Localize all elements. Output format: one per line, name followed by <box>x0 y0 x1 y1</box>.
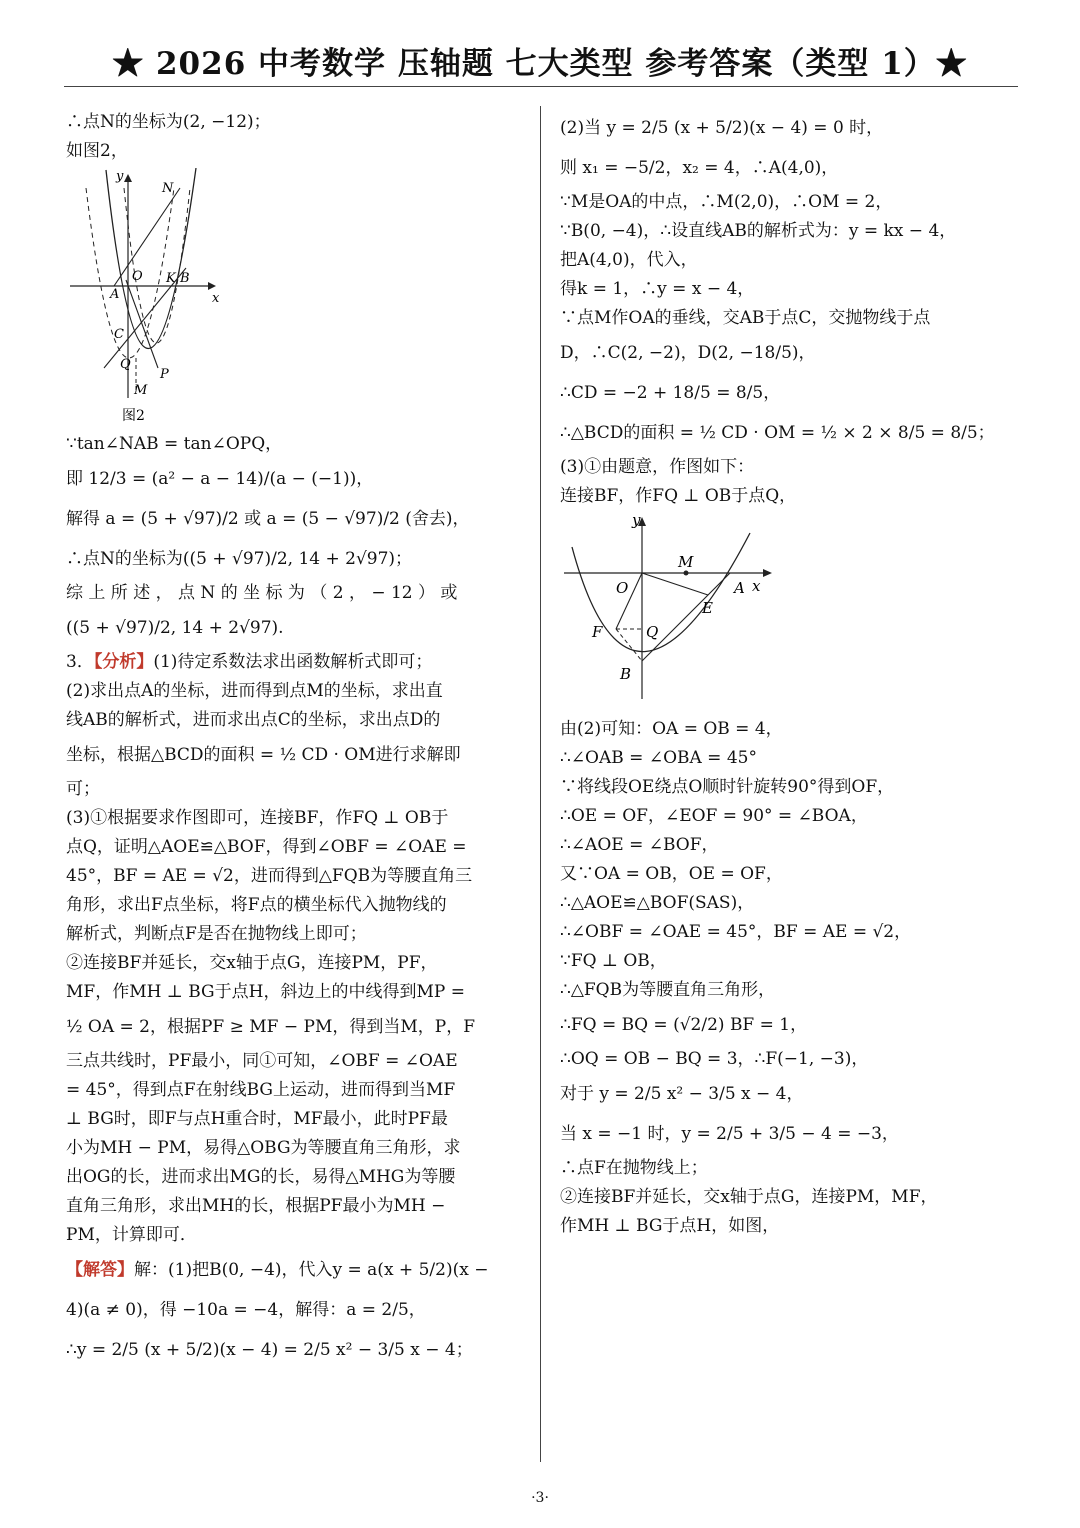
x-axis-arrow <box>763 569 772 577</box>
header-divider <box>64 86 1018 87</box>
text-line: (3)①由题意，作图如下： <box>560 457 755 477</box>
analysis-heading-line <box>66 648 524 677</box>
right-column <box>560 108 1022 1241</box>
text-line: 三点共线时，PF最小，同①可知，∠OBF = ∠OAE <box>66 1051 458 1071</box>
label-C: C <box>114 327 124 342</box>
text-line: ∵FQ ⊥ OB， <box>560 951 667 971</box>
text-line: ∴OE = OF，∠EOF = 90° = ∠BOA， <box>560 806 868 826</box>
text-line: ∴FQ = BQ = (√2/2) BF = 1， <box>560 1015 808 1035</box>
text-line: 如图2， <box>66 141 128 161</box>
text-line: ∴∠OBF = ∠OAE = 45°，BF = AE = √2， <box>560 922 912 942</box>
text-line: ∴△FQB为等腰直角三角形， <box>560 980 776 1000</box>
label-y: y <box>632 513 641 529</box>
analysis-tag: 【分析】 <box>93 652 154 672</box>
label-M: M <box>134 383 148 398</box>
text-line: 得k = 1，∴y = x − 4， <box>560 279 755 299</box>
label-x: x <box>752 577 761 595</box>
text-line: 对于 y = 2/5 x² − 3/5 x − 4， <box>560 1084 804 1104</box>
solution-tag: 【解答】 <box>66 1260 134 1280</box>
parabola <box>106 168 196 349</box>
text-line: (2)当 y = 2/5 (x + 5/2)(x − 4) = 0 时， <box>560 118 884 138</box>
text-line: ∴△AOE≌△BOF(SAS)， <box>560 893 755 913</box>
text-line: 即 12/3 = (a² − a − 14)/(a − (−1))， <box>66 469 374 489</box>
problem-number: 3． <box>66 652 94 672</box>
text-line: 可； <box>66 779 100 799</box>
text-line: ∵B(0, −4)，∴设直线AB的解析式为：y = kx − 4， <box>560 221 957 241</box>
parabola-dashed-2 <box>124 188 190 343</box>
label-Q: Q <box>646 623 659 641</box>
label-Q: Q <box>120 357 131 372</box>
parabola-dashed-1 <box>86 188 174 358</box>
text-line: 又∵OA = OB，OE = OF， <box>560 864 783 884</box>
text-line: 连接BF，作FQ ⊥ OB于点Q， <box>560 486 797 506</box>
text-line: 4)(a ≠ 0)，得 −10a = −4，解得：a = 2/5， <box>66 1300 426 1320</box>
label-x: x <box>212 291 220 306</box>
segment-AB <box>642 573 730 661</box>
label-y: y <box>116 169 124 184</box>
text-line: 点Q，证明△AOE≌△BOF，得到∠OBF = ∠OAE = <box>66 837 467 857</box>
text-line: 45°，BF = AE = √2，进而得到△FQB为等腰直角三 <box>66 866 473 886</box>
text-line: ∴OQ = OB − BQ = 3，∴F(−1, −3)， <box>560 1049 869 1069</box>
figure-caption: 图2 <box>122 408 145 424</box>
label-A: A <box>110 287 120 302</box>
page-title: ★ 2026 中考数学 压轴题 七大类型 参考答案（类型 1）★ <box>112 46 968 82</box>
text-line: ∴△BCD的面积 = ½ CD · OM = ½ × 2 × 8/5 = 8/5； <box>560 423 995 443</box>
text-line: ½ OA = 2，根据PF ≥ MF − PM，得到当M，P，F <box>66 1017 475 1037</box>
label-N: N <box>162 181 174 196</box>
text-line: 由(2)可知：OA = OB = 4， <box>560 719 783 739</box>
text-line: 直角三角形，求出MH的长，根据PF最小为MH − <box>66 1196 446 1216</box>
point-M <box>684 571 689 576</box>
solution-text: 解：(1)把B(0, −4)，代入y = a(x + 5/2)(x − <box>134 1260 489 1280</box>
label-K: K <box>166 271 176 286</box>
segment-FB <box>616 629 642 661</box>
label-F: F <box>592 623 603 641</box>
text-line: 出OG的长，进而求出MG的长，易得△MHG为等腰 <box>66 1167 456 1187</box>
solution-heading-line <box>66 1250 524 1290</box>
text-line: (3)①根据要求作图即可，连接BF，作FQ ⊥ OB于 <box>66 808 449 828</box>
text-line: 解析式，判断点F是否在抛物线上即可； <box>66 924 367 944</box>
analysis-text: (1)待定系数法求出函数解析式即可； <box>153 652 433 672</box>
text-line: 小为MH − PM，易得△OBG为等腰直角三角形，求 <box>66 1138 461 1158</box>
text-line: = 45°，得到点F在射线BG上运动，进而得到当MF <box>66 1080 456 1100</box>
label-E: E <box>702 599 713 617</box>
column-divider <box>540 106 541 1462</box>
text-line: ⊥ BG时，即F与点H重合时，MF最小，此时PF最 <box>66 1109 448 1129</box>
text-line: 解得 a = (5 + √97)/2 或 a = (5 − √97)/2 (舍去)， <box>66 509 470 529</box>
label-O: O <box>132 269 143 284</box>
text-line: D，∴C(2, −2)，D(2, −18/5)， <box>560 343 816 363</box>
text-line: ②连接BF并延长，交x轴于点G，连接PM，PF， <box>66 953 438 973</box>
text-line: 角形，求出F点坐标，将F点的横坐标代入抛物线的 <box>66 895 447 915</box>
text-line: 坐标，根据△BCD的面积 = ½ CD · OM进行求解即 <box>66 745 461 765</box>
text-line: ∴y = 2/5 (x + 5/2)(x − 4) = 2/5 x² − 3/5 x − 4； <box>66 1340 473 1360</box>
text-line: ((5 + √97)/2, 14 + 2√97). <box>66 618 284 638</box>
text-line: ∴∠OAB = ∠OBA = 45° <box>560 748 757 768</box>
text-line: 综 上 所 述 ， 点 N 的 坐 标 为 （ 2 ， − 12 ） 或 <box>66 583 458 603</box>
label-P: P <box>160 367 169 382</box>
label-M: M <box>678 553 694 571</box>
figure-2 <box>66 168 236 428</box>
text-line: ∴点N的坐标为(2, −12)； <box>66 112 271 132</box>
line-OP <box>126 280 158 368</box>
text-line: ∴CD = −2 + 18/5 = 8/5， <box>560 383 781 403</box>
text-line: ∴∠AOE = ∠BOF， <box>560 835 719 855</box>
x-axis-arrow <box>208 282 216 290</box>
text-line: ∵将线段OE绕点O顺时针旋转90°得到OF， <box>560 777 895 797</box>
page-number: ·3· <box>531 1490 549 1506</box>
text-line: PM，计算即可． <box>66 1225 197 1245</box>
left-column <box>66 108 524 1370</box>
text-line: ②连接BF并延长，交x轴于点G，连接PM，MF， <box>560 1187 938 1207</box>
label-B: B <box>620 665 632 683</box>
text-line: 当 x = −1 时，y = 2/5 + 3/5 − 4 = −3， <box>560 1124 899 1144</box>
text-line: ∵M是OA的中点，∴M(2,0)，∴OM = 2， <box>560 192 893 212</box>
text-line: MF，作MH ⊥ BG于点H，斜边上的中线得到MP = <box>66 982 465 1002</box>
text-line: 把A(4,0)，代入， <box>560 250 698 270</box>
text-line: 作MH ⊥ BG于点H，如图， <box>560 1216 780 1236</box>
text-line: (2)求出点A的坐标，进而得到点M的坐标，求出直 <box>66 681 443 701</box>
figure-3 <box>560 513 790 713</box>
text-line: ∵点M作OA的垂线，交AB于点C，交抛物线于点 <box>560 308 931 328</box>
y-axis-arrow <box>124 174 132 182</box>
segment-OE <box>642 573 708 595</box>
text-line: ∴点F在抛物线上； <box>560 1158 708 1178</box>
label-A: A <box>734 579 745 597</box>
label-O: O <box>616 579 629 597</box>
text-line: ∵tan∠NAB = tan∠OPQ， <box>66 434 283 454</box>
text-line: ∴点N的坐标为((5 + √97)/2, 14 + 2√97)； <box>66 549 413 569</box>
text-line: 线AB的解析式，进而求出点C的坐标，求出点D的 <box>66 710 441 730</box>
label-B: B <box>180 271 190 286</box>
text-line: 则 x₁ = −5/2，x₂ = 4，∴A(4,0)， <box>560 158 839 178</box>
